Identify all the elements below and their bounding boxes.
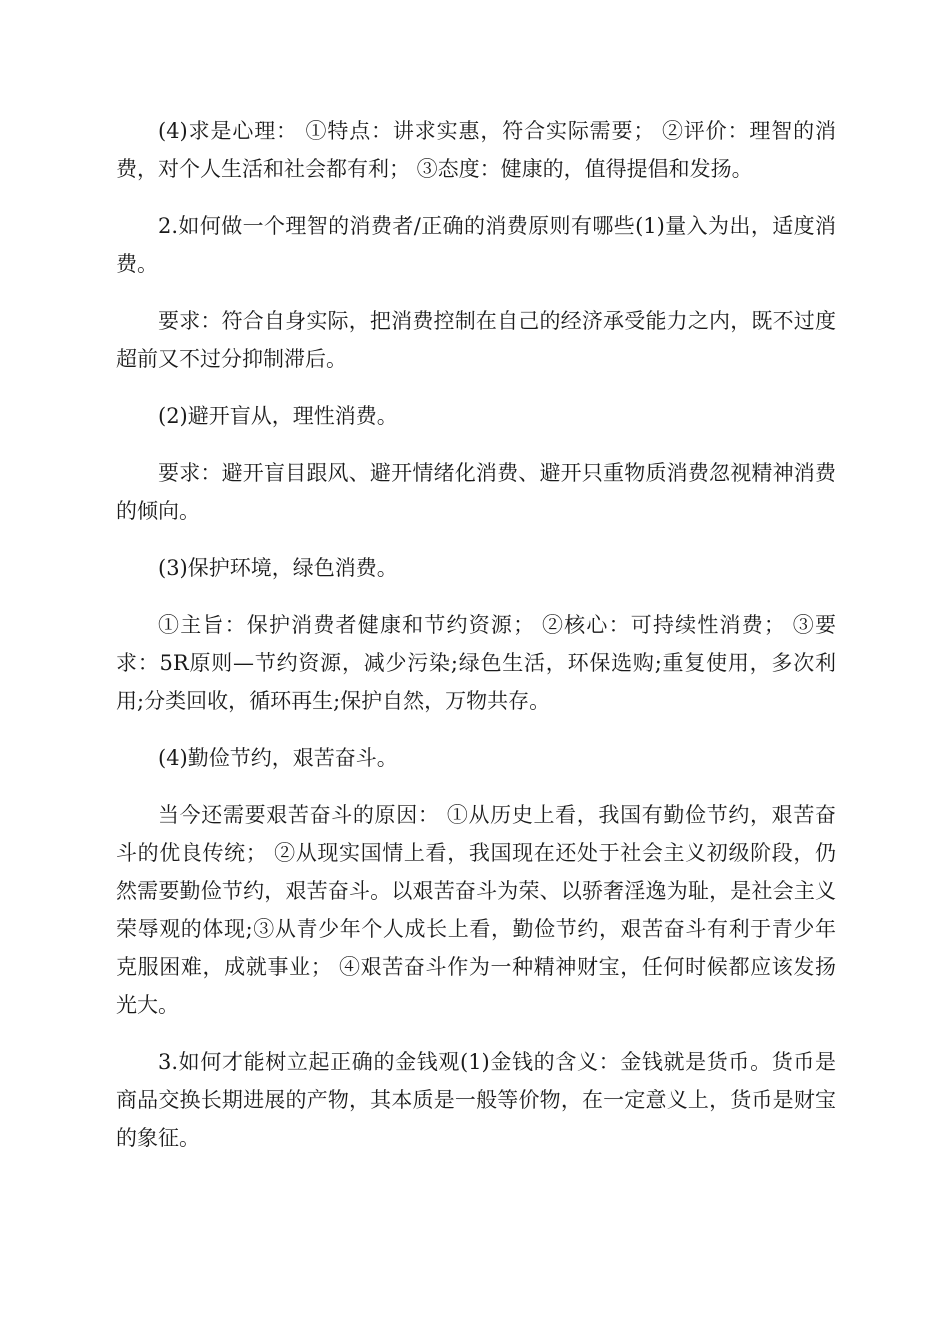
paragraph-hard-work-reasons: 当今还需要艰苦奋斗的原因： ①从历史上看，我国有勤俭节约，艰苦奋斗的优良传统； ②从现实国情上看，我国现在还处于社会主义初级阶段，仍然需要勤俭节约，艰苦奋斗。以艰苦奋斗为荣、以骄奢淫逸为耻，是社会主义荣辱观的体现;③从青少年个人成长上看，勤俭节约，艰苦奋斗有利于青少年克服困难，成就事业； ④艰苦奋斗作为一种精神财宝，任何时候都应该发扬光大。 <box>116 803 836 1017</box>
paragraph-requirement-1: 要求：符合自身实际，把消费控制在自己的经济承受能力之内，既不过度超前又不过分抑制滞后。 <box>116 309 836 371</box>
document-page <box>116 112 836 1176</box>
paragraph-avoid-blind-following: (2)避开盲从，理性消费。 <box>158 404 398 428</box>
paragraph-green-consumption: (3)保护环境，绿色消费。 <box>158 556 398 580</box>
paragraph-money-view: 3.如何才能树立起正确的金钱观(1)金钱的含义：金钱就是货币。货币是商品交换长期进展的产物，其本质是一般等价物，在一定意义上，货币是财宝的象征。 <box>116 1050 836 1150</box>
paragraph-thrift: (4)勤俭节约，艰苦奋斗。 <box>158 746 398 770</box>
paragraph-green-details: ①主旨：保护消费者健康和节约资源； ②核心：可持续性消费； ③要求：5R原则—节约资源，减少污染;绿色生活，环保选购;重复使用，多次利用;分类回收，循环再生;保护自然，万物共存。 <box>116 613 836 713</box>
paragraph-requirement-2: 要求：避开盲目跟风、避开情绪化消费、避开只重物质消费忽视精神消费的倾向。 <box>116 461 836 523</box>
paragraph-qiushi-psychology: (4)求是心理： ①特点：讲求实惠，符合实际需要； ②评价：理智的消费，对个人生活和社会都有利； ③态度：健康的，值得提倡和发扬。 <box>116 119 836 181</box>
paragraph-rational-consumer-heading: 2.如何做一个理智的消费者/正确的消费原则有哪些(1)量入为出，适度消费。 <box>116 214 836 276</box>
